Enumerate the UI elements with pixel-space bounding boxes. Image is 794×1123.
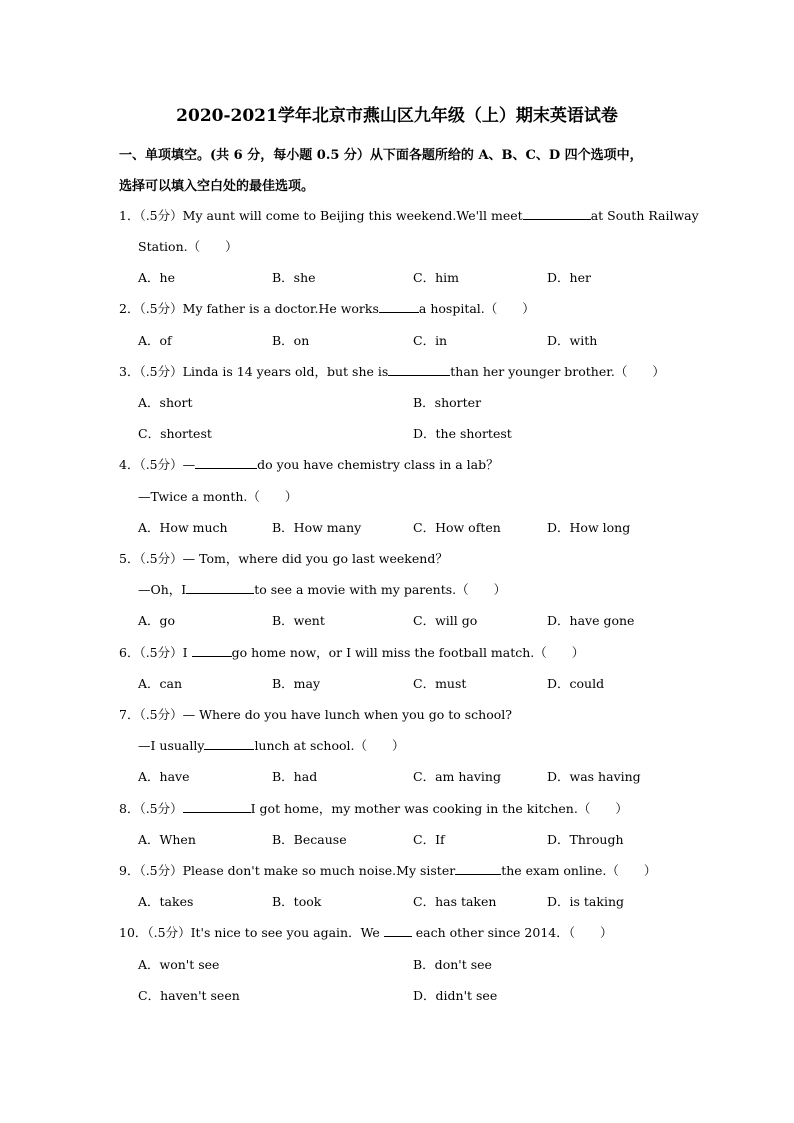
question-text: —Oh，I <box>138 582 187 597</box>
q9-option-b[interactable]: B．took <box>272 894 322 909</box>
question-text-after: go home now，or I will miss the football match.（ ） <box>231 645 585 660</box>
question-text-after: at South Railway <box>590 208 699 223</box>
question-number: 3． <box>119 364 140 379</box>
question-text-after: each other since 2014．（ ） <box>411 925 613 940</box>
q5-option-d[interactable]: D．have gone <box>547 613 635 628</box>
q9-option-a[interactable]: A．takes <box>138 894 194 909</box>
answer-blank <box>455 862 501 875</box>
q4-option-d[interactable]: D．How long <box>547 520 631 535</box>
q2-option-d[interactable]: D．with <box>547 333 598 348</box>
q1-option-b[interactable]: B．she <box>272 270 316 285</box>
q8-option-a[interactable]: A．When <box>138 832 196 847</box>
q7-option-c[interactable]: C．am having <box>413 769 501 784</box>
q10-option-c[interactable]: C．haven't seen <box>138 988 240 1003</box>
q3-option-d[interactable]: D．the shortest <box>413 426 512 441</box>
page-title: 2020-2021学年北京市燕山区九年级（上）期末英语试卷 <box>176 106 618 126</box>
question-6 <box>119 644 584 662</box>
question-4-continuation: —Twice a month.（ ） <box>138 489 298 504</box>
question-text-after: lunch at school.（ ） <box>254 738 405 753</box>
answer-blank <box>195 456 257 469</box>
q2-option-a[interactable]: A．of <box>138 333 172 348</box>
q7-option-a[interactable]: A．have <box>138 769 190 784</box>
question-text: My father is a doctor.He works <box>182 301 379 316</box>
question-2 <box>119 300 535 318</box>
q5-option-a[interactable]: A．go <box>138 613 176 628</box>
question-number: 4． <box>119 457 140 472</box>
q1-option-d[interactable]: D．her <box>547 270 591 285</box>
question-number: 2． <box>119 301 140 316</box>
question-number: 5． <box>119 551 140 566</box>
answer-blank <box>183 800 251 813</box>
answer-blank <box>186 581 254 594</box>
question-1 <box>119 207 699 225</box>
q4-option-b[interactable]: B．How many <box>272 520 362 535</box>
answer-blank <box>523 207 591 220</box>
q7-option-d[interactable]: D．was having <box>547 769 641 784</box>
q8-option-d[interactable]: D．Through <box>547 832 624 847</box>
q8-option-c[interactable]: C．If <box>413 832 445 847</box>
question-score: （.5分） <box>139 645 183 660</box>
question-text-after: do you have chemistry class in a lab？ <box>257 457 499 472</box>
question-text-after: a hospital.（ ） <box>418 301 535 316</box>
q1-option-c[interactable]: C．him <box>413 270 459 285</box>
q2-option-c[interactable]: C．in <box>413 333 448 348</box>
question-text-after: I got home，my mother was cooking in the kitchen.（ ） <box>250 801 628 816</box>
question-9 <box>119 862 656 880</box>
section-instruction-line-1: 一、单项填空。(共 6 分，每小题 0.5 分）从下面各题所给的 A、B、C、D 四个选项中， <box>119 148 643 163</box>
q3-option-a[interactable]: A．short <box>138 395 193 410</box>
q6-option-b[interactable]: B．may <box>272 676 321 691</box>
q3-option-b[interactable]: B．shorter <box>413 395 482 410</box>
section-instruction-line-2: 选择可以填入空白处的最佳选项。 <box>119 179 315 194</box>
q5-option-b[interactable]: B．went <box>272 613 325 628</box>
question-text: It's nice to see you again．We <box>190 925 384 940</box>
q1-option-a[interactable]: A．he <box>138 270 175 285</box>
question-text-after: than her younger brother.（ ） <box>450 364 665 379</box>
question-1-continuation: Station.（ ） <box>138 239 238 254</box>
question-number: 10． <box>119 925 148 940</box>
q6-option-d[interactable]: D．could <box>547 676 605 691</box>
question-text: Linda is 14 years old，but she is <box>182 364 389 379</box>
question-text: — Tom，where did you go last weekend？ <box>182 551 448 566</box>
question-score: （.5分） <box>139 301 183 316</box>
question-5 <box>119 550 448 568</box>
question-3 <box>119 363 665 381</box>
question-number: 8． <box>119 801 140 816</box>
question-text: — <box>182 457 196 472</box>
answer-blank <box>384 924 412 937</box>
question-score: （.5分） <box>147 925 191 940</box>
question-score: （.5分） <box>139 364 183 379</box>
question-text: Please don't make so much noise.My sister <box>182 863 456 878</box>
question-number: 1． <box>119 208 140 223</box>
q7-option-b[interactable]: B．had <box>272 769 318 784</box>
question-text: I <box>182 645 192 660</box>
q10-option-d[interactable]: D．didn't see <box>413 988 498 1003</box>
question-7-continuation <box>138 737 405 755</box>
q6-option-c[interactable]: C．must <box>413 676 467 691</box>
q10-option-b[interactable]: B．don't see <box>413 957 492 972</box>
question-5-continuation <box>138 581 506 599</box>
question-number: 6． <box>119 645 140 660</box>
question-score: （.5分） <box>139 801 183 816</box>
question-text-after: to see a movie with my parents.（ ） <box>254 582 507 597</box>
question-score: （.5分） <box>139 551 183 566</box>
q6-option-a[interactable]: A．can <box>138 676 183 691</box>
question-text: — Where do you have lunch when you go to school? <box>182 707 512 722</box>
answer-blank <box>388 363 450 376</box>
question-score: （.5分） <box>139 863 183 878</box>
q9-option-c[interactable]: C．has taken <box>413 894 497 909</box>
q10-option-a[interactable]: A．won't see <box>138 957 220 972</box>
question-score: （.5分） <box>139 208 183 223</box>
q3-option-c[interactable]: C．shortest <box>138 426 212 441</box>
q9-option-d[interactable]: D．is taking <box>547 894 625 909</box>
answer-blank <box>192 644 232 657</box>
q2-option-b[interactable]: B．on <box>272 333 310 348</box>
question-text: My aunt will come to Beijing this weekend.We'll meet <box>182 208 523 223</box>
question-text: —I usually <box>138 738 205 753</box>
question-10 <box>119 924 612 942</box>
q4-option-a[interactable]: A．How much <box>138 520 228 535</box>
question-score: （.5分） <box>139 707 183 722</box>
q8-option-b[interactable]: B．Because <box>272 832 347 847</box>
question-score: （.5分） <box>139 457 183 472</box>
question-text-after: the exam online.（ ） <box>501 863 657 878</box>
question-number: 7． <box>119 707 140 722</box>
answer-blank <box>379 300 419 313</box>
question-number: 9． <box>119 863 140 878</box>
q5-option-c[interactable]: C．will go <box>413 613 478 628</box>
answer-blank <box>204 737 254 750</box>
question-8 <box>119 800 628 818</box>
question-4 <box>119 456 499 474</box>
question-7 <box>119 706 512 724</box>
q4-option-c[interactable]: C．How often <box>413 520 501 535</box>
